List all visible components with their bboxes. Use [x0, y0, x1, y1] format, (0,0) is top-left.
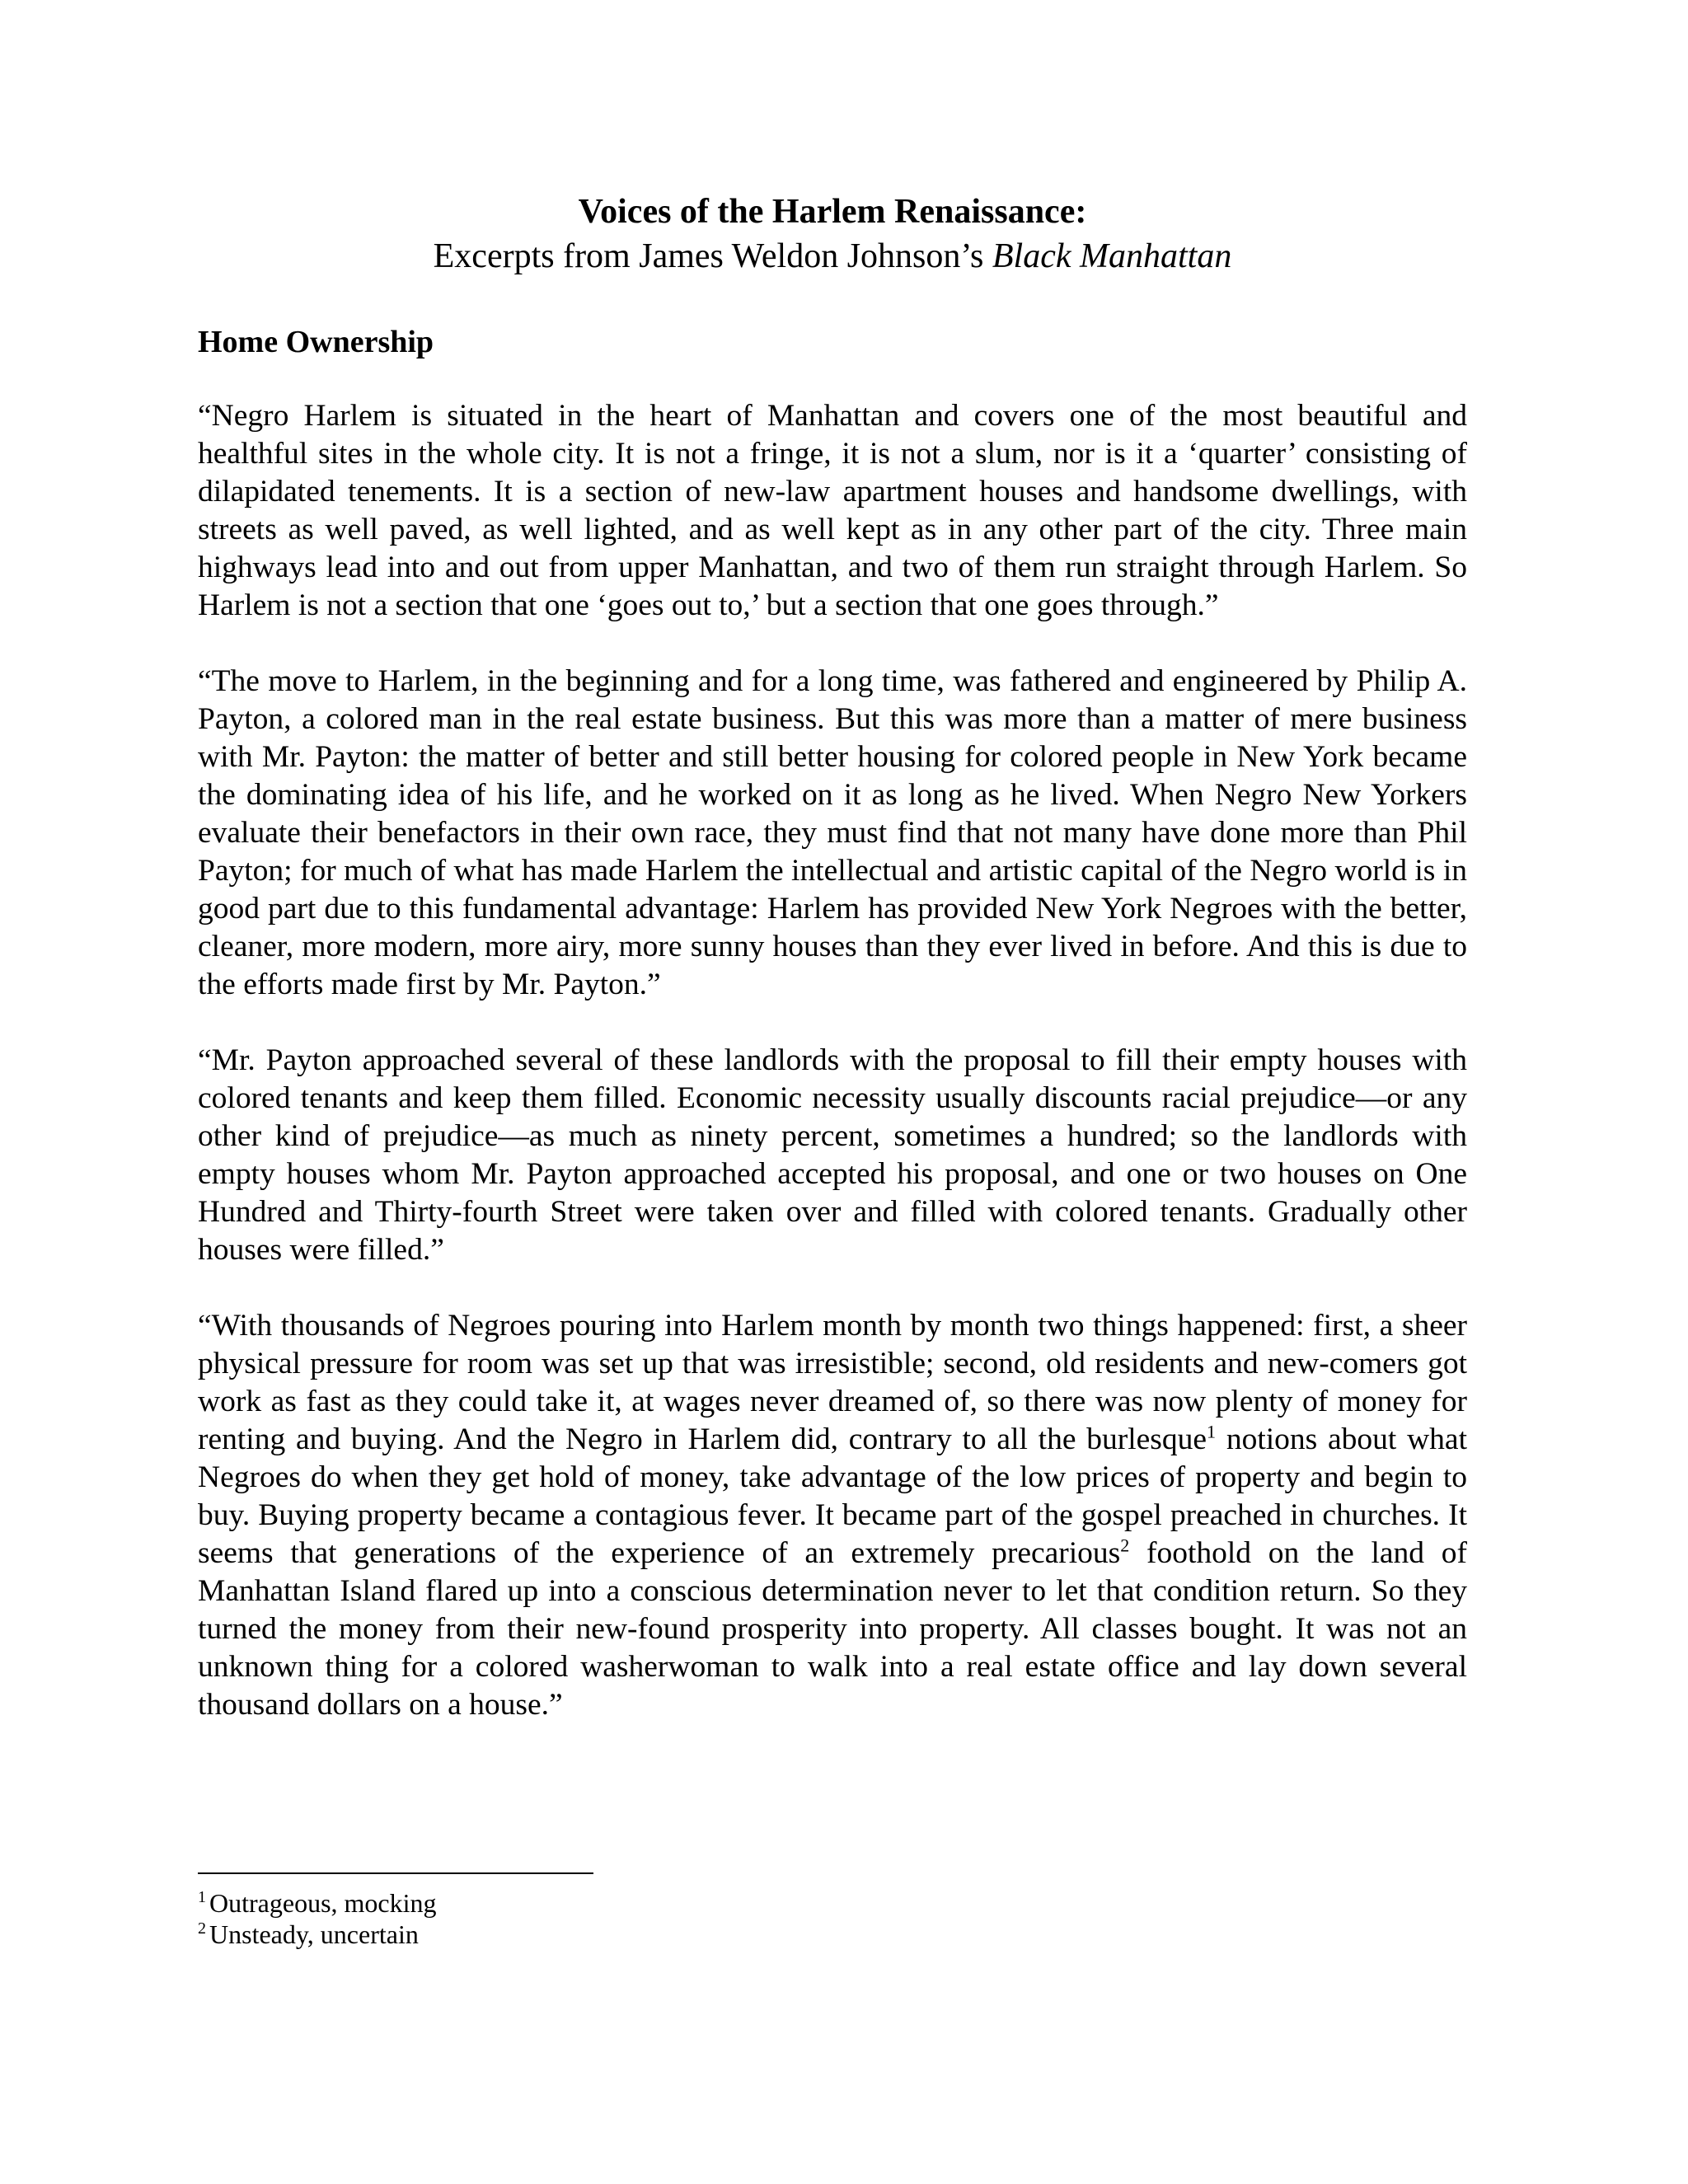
footnote-1-mark: 1	[198, 1888, 206, 1907]
footnote-2-text: Unsteady, uncertain	[209, 1919, 419, 1949]
document-page	[198, 190, 1467, 1762]
paragraph-2: “The move to Harlem, in the beginning and for a long time, was fathered and engineered by Philip A. Payton, a colored man in the real estate business. But this was more than a matter of mere business with Mr. Payton: the matter of better and still better housing for colored people in New York became the dominating idea of his life, and he worked on it as long as he lived. When Negro New Yorkers evaluate their benefactors in their own race, they must find that not many have done more than Phil Payton; for much of what has made Harlem the intellectual and artistic capital of the Negro world is in good part due to this fundamental advantage: Harlem has provided New York Negroes with the better, cleaner, more modern, more airy, more sunny houses than they ever lived in before. And this is due to the efforts made first by Mr. Payton.”	[198, 664, 1467, 1001]
footnotes	[198, 1887, 1187, 1950]
page-title: Voices of the Harlem Renaissance:	[578, 193, 1087, 231]
paragraph-1: “Negro Harlem is situated in the heart of Manhattan and covers one of the most beautiful and healthful sites in the whole city. It is not a fringe, it is not a slum, nor is it a ‘quarter’ consisting of dilapidated tenements. It is a section of new-law apartment houses and handsome dwellings, with streets as well paved, as well lighted, and as well kept as in any other part of the city. Three main highways lead into and out from upper Manhattan, and two of them run straight through Harlem. So Harlem is not a section that one ‘goes out to,’ but a section that one goes through.”	[198, 399, 1467, 622]
subtitle-prefix: Excerpts from James Weldon Johnson’s	[433, 237, 992, 275]
page-subtitle	[198, 234, 1467, 279]
paragraph-4-part-c: foothold on the land of Manhattan Island flared up into a conscious determination never to let that condition return. So they turned the money from their new-found prosperity into property. All classes bought. It was not an unknown thing for a colored washerwoman to walk into a real estate office and lay down several thousand dollars on a house.”	[198, 1536, 1467, 1722]
footnote-ref-2: 2	[1120, 1535, 1130, 1556]
footnote-2	[198, 1919, 1187, 1950]
footnote-1	[198, 1887, 1187, 1919]
paragraph-3: “Mr. Payton approached several of these landlords with the proposal to fill their empty houses with colored tenants and keep them filled. Economic necessity usually discounts racial prejudice—or any other kind of prejudice—as much as ninety percent, sometimes a hundred; so the landlords with empty houses whom Mr. Payton approached accepted his proposal, and one or two houses on One Hundred and Thirty-fourth Street were taken over and filled with colored tenants. Gradually other houses were filled.”	[198, 1043, 1467, 1267]
paragraph-4-part-b: notions about what Negroes do when they get hold of money, take advantage of the low prices of property and begin to buy. Buying property became a contagious fever. It became part of the gospel preached in churches. It seems that generations of the experience of an extremely precarious	[198, 1422, 1467, 1570]
paragraph-4	[198, 1307, 1467, 1724]
paragraph-4-part-a: “With thousands of Negroes pouring into Harlem month by month two things happened: first, a sheer physical pressure for room was set up that was irresistible; second, old residents and new-comers got work as fast as they could take it, at wages never dreamed of, so there was now plenty of money for renting and buying. And the Negro in Harlem did, contrary to all the burlesque	[198, 1309, 1467, 1456]
footnote-1-text: Outrageous, mocking	[209, 1888, 437, 1918]
section-heading: Home Ownership	[198, 325, 434, 359]
footnote-divider	[198, 1872, 593, 1874]
footnote-ref-1: 1	[1207, 1421, 1217, 1442]
footnote-2-mark: 2	[198, 1919, 206, 1938]
book-title: Black Manhattan	[992, 237, 1232, 275]
